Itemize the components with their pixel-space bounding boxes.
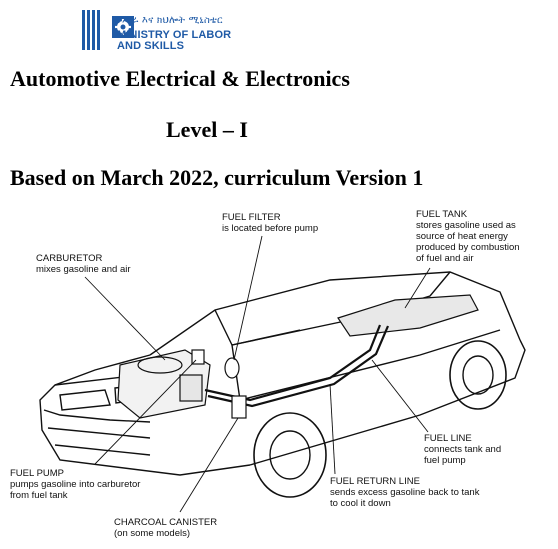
label-carburetor xyxy=(36,253,131,275)
svg-text:to cool it down: to cool it down xyxy=(330,498,391,509)
svg-text:is located before pump: is located before pump xyxy=(222,223,319,234)
label-charcoal-canister xyxy=(114,517,217,539)
svg-text:FUEL TANK: FUEL TANK xyxy=(416,209,468,220)
svg-text:connects tank and: connects tank and xyxy=(424,444,502,455)
label-fuel-return-line xyxy=(330,476,480,509)
fuel-tank-shape xyxy=(338,295,478,336)
label-fuel-filter xyxy=(222,212,318,234)
svg-text:(on some models): (on some models) xyxy=(114,528,191,539)
svg-text:sends excess gasoline back to: sends excess gasoline back to tank xyxy=(330,487,480,498)
svg-text:FUEL FILTER: FUEL FILTER xyxy=(222,212,281,223)
logo-amharic-text: የሥራ እና ክህሎት ሚኒስቴር xyxy=(117,15,223,26)
document-title: Automotive Electrical & Electronics xyxy=(10,66,350,91)
svg-text:CHARCOAL CANISTER: CHARCOAL CANISTER xyxy=(114,517,218,528)
label-fuel-pump xyxy=(10,468,140,501)
level-heading: Level – I xyxy=(166,117,248,142)
svg-text:FUEL PUMP: FUEL PUMP xyxy=(10,468,65,479)
fuel-system-diagram xyxy=(0,200,558,549)
label-fuel-line xyxy=(424,433,501,466)
curriculum-version: Based on March 2022, curriculum Version 1 xyxy=(10,165,424,190)
svg-text:stores gasoline used as: stores gasoline used as xyxy=(416,220,516,231)
logo-text-line2: AND SKILLS xyxy=(117,40,184,52)
label-fuel-tank xyxy=(416,209,520,264)
svg-text:fuel pump: fuel pump xyxy=(424,455,466,466)
svg-text:pumps gasoline into carburetor: pumps gasoline into carburetor xyxy=(10,479,141,490)
svg-text:FUEL LINE: FUEL LINE xyxy=(424,433,472,444)
svg-text:mixes gasoline and air: mixes gasoline and air xyxy=(36,264,131,275)
svg-text:of fuel and air: of fuel and air xyxy=(416,253,474,264)
ministry-logo xyxy=(82,6,242,54)
svg-text:from fuel tank: from fuel tank xyxy=(10,490,68,501)
logo-text-line1: MINISTRY OF LABOR xyxy=(117,29,232,41)
svg-text:FUEL RETURN LINE: FUEL RETURN LINE xyxy=(330,476,420,487)
svg-text:source of heat energy: source of heat energy xyxy=(416,231,508,242)
svg-text:produced by combustion: produced by combustion xyxy=(416,242,520,253)
svg-text:CARBURETOR: CARBURETOR xyxy=(36,253,103,264)
